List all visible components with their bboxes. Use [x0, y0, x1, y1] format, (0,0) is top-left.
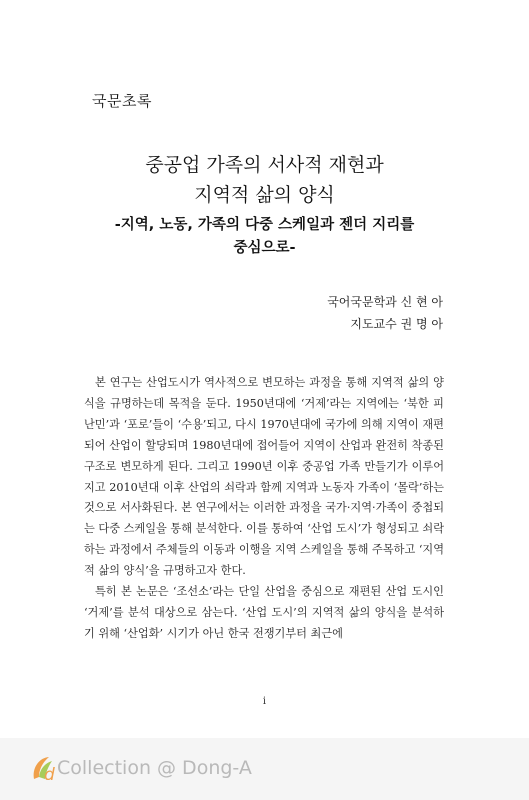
- thesis-subtitle-line2: 중심으로-: [233, 240, 296, 256]
- page-number: i: [262, 696, 267, 707]
- thesis-subtitle-line1: -지역, 노동, 가족의 다중 스케일과 젠더 지리를: [114, 217, 415, 233]
- thesis-title-line2: 지역적 삶의 양식: [194, 184, 335, 206]
- logo-letter: d: [44, 765, 55, 783]
- advisor-name: 지도교수 권 명 아: [350, 317, 443, 331]
- section-label: 국문초록: [92, 92, 152, 110]
- abstract-paragraph: 특히 본 논문은 ‘조선소’라는 단일 산업을 중심으로 재편된 산업 도시인 ‘거제’를 분석 대상으로 삼는다. ‘산업 도시’의 지역적 삶의 양식을 분석하기 위해 ‘산업화’ 시기가 아닌 한국 전쟁기부터 최근에: [84, 585, 444, 640]
- author-department-name: 국어국문학과 신 현 아: [327, 295, 443, 309]
- dcollection-logo-icon: [30, 753, 60, 783]
- watermark-text: Collection @ Dong-A: [57, 757, 252, 779]
- abstract-paragraph: 본 연구는 산업도시가 역사적으로 변모하는 과정을 통해 지역적 삶의 양식을 규명하는데 목적을 둔다. 1950년대에 ‘거제’라는 지역에는 ‘북한 피난민’과 ‘포로’들이 ‘수용’되고, 다시 1970년대에 국가에 의해 지역이 재편되어 산업이 할당되며 1980년대에 접어들어 지역이 산업과 완전히 착종된 구조로 변모하게 된다. 그리고 1990년 이후 중공업 가족 만들기가 이루어지고 2010년대 이후 산업의 쇠락과 함께 지역과 노동자 가족이 ‘몰락’하는 것으로 서사화된다. 본 연구에서는 이러한 과정을 국가·지역·가족이 중첩되는 다중 스케일을 통해 분석한다. 이를 통하여 ‘산업 도시’가 형성되고 쇠락하는 과정에서 주체들의 이동과 이행을 지역 스케일을 통해 주목하고 ‘지역적 삶의 양식’을 규명하고자 한다.: [84, 376, 444, 578]
- abstract-body: [84, 373, 444, 645]
- thesis-title-line1: 중공업 가족의 서사적 재현과: [145, 154, 384, 176]
